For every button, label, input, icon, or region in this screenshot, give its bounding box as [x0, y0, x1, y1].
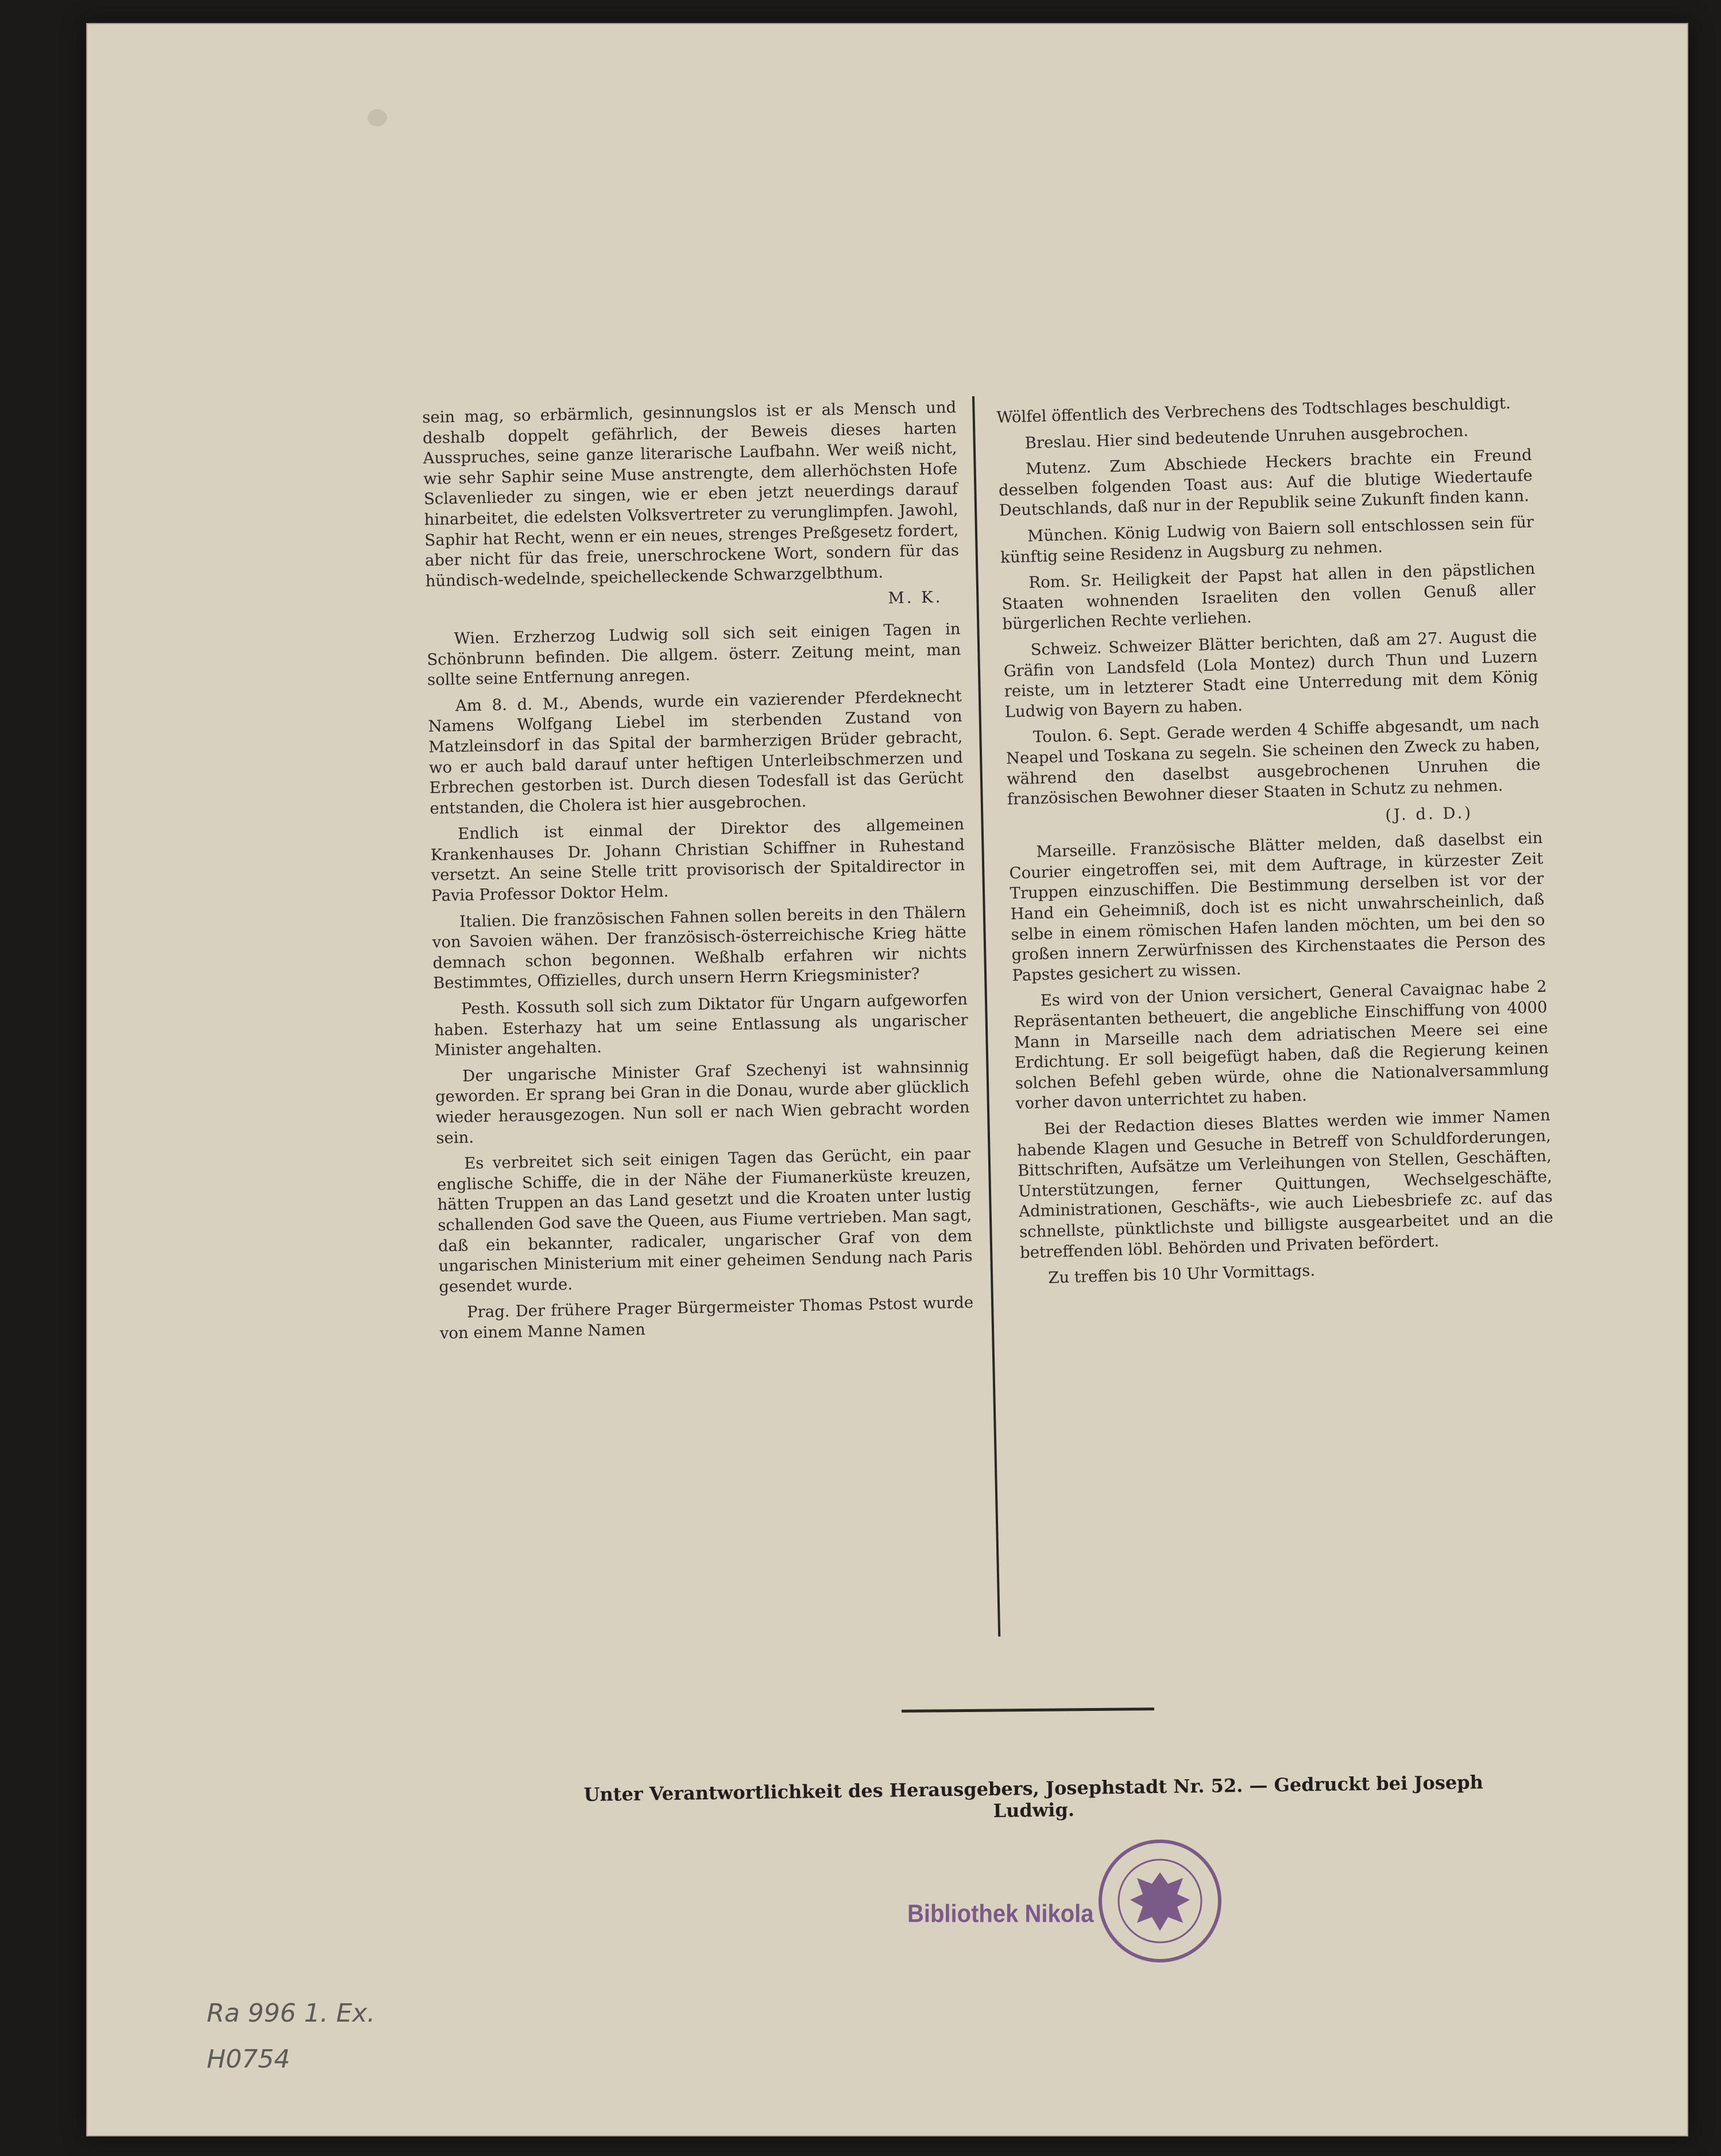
- signature: (J. d. D.): [1384, 803, 1474, 825]
- text-area: [422, 393, 1559, 1677]
- paragraph: Zu treffen bis 10 Uhr Vormittags.: [1047, 1261, 1316, 1288]
- paragraph: Es verbreitet sich seit einigen Tagen das Gerücht, ein paar englische Schiffe, die in der Nähe der Fiumanerküste kreuzen, hätten Truppen an das Land gesetzt und die Kroaten unter lustig schallenden God save the Queen, aus Fiume vertrieben. Man sagt, daß ein bekannter, radicaler, ungarischer Graf von dem ungarischen Ministerium mit einer geheimen Sendung nach Paris gesendet wurde.: [436, 1145, 973, 1296]
- paper-stain: [368, 109, 387, 126]
- right-column: [996, 393, 1555, 1295]
- handwritten-number: H0754: [207, 2045, 291, 2074]
- paragraph: Marseille. Französische Blätter melden, daß daselbst ein Courier eingetroffen sei, mit dem Auftrage, in kürzester Zeit Truppen einzuschiffen. Die Bestimmung derselben ist vor der Hand ein Geheimniß, doch ist es nicht unwahrscheinlich, daß selbe in einem römischen Hafen landen möchten, um bei den so großen innern Zerwürfnissen des Kirchenstaates die Person des Papstes gesichert zu wissen.: [1009, 829, 1546, 985]
- library-stamp-text: Bibliothek Nikola: [907, 1899, 1094, 1928]
- paragraph: Rom. Sr. Heiligkeit der Papst hat allen in den päpstlichen Staaten wohnenden Israeliten den vollen Genuß aller bürgerlichen Rechte verliehen.: [1001, 559, 1536, 634]
- paragraph: Der ungarische Minister Graf Szechenyi ist wahnsinnig geworden. Er sprang bei Gran in die Donau, wurde aber glücklich wieder herausgezogen. Nun soll er nach Wien gebracht worden sein.: [435, 1057, 970, 1147]
- paragraph: Breslau. Hier sind bedeutende Unruhen ausgebrochen.: [1024, 421, 1469, 453]
- paragraph: Bei der Redaction dieses Blattes werden wie immer Namen habende Klagen und Gesuche in Betreff von Schuldforderungen, Bittschriften, Aufsätze um Verleihungen von Stellen, Geschäften, Unterstützungen, ferner Quittungen, Wechselgeschäfte, Administrationen, Geschäfts-, wie auch Liebesbriefe zc. auf das schnellste, pünktlichste und billigste ausgearbeitet und an die betreffenden löbl. Behörden und Privaten befördert.: [1016, 1106, 1554, 1262]
- imprint-line: Unter Verantwortlichkeit des Herausgebers, Josephstadt Nr. 52. — Gedruckt bei Joseph Ludwig.: [583, 1771, 1484, 1822]
- paragraph: München. König Ludwig von Baiern soll entschlossen sein für künftig seine Residenz in Augsburg zu nehmen.: [1000, 512, 1534, 567]
- library-seal-icon: [1097, 1838, 1223, 1964]
- paragraph: Am 8. d. M., Abends, wurde ein vazierender Pferdeknecht Namens Wolfgang Liebel im sterbenden Zustand von Matzleinsdorf in das Spital der barmherzigen Brüder gebracht, wo er auch bald darauf unter heftigen Unterleibschmerzen und Erbrechen gestorben ist. Durch diesen Todesfall ist das Gerücht entstanden, die Cholera ist hier ausgebrochen.: [428, 686, 964, 818]
- signature: M. K.: [888, 588, 943, 608]
- newspaper-page: [86, 23, 1688, 2136]
- paragraph: Es wird von der Union versichert, General Cavaignac habe 2 Repräsentanten betheuert, die angebliche Einschiffung von 4000 Mann in Marseille nach dem adriatischen Meere sei eine Erdichtung. Er soll beigefügt haben, daß die Regierung keinen solchen Befehl geben würde, ohne die Nationalversammlung vorher davon unterrichtet zu haben.: [1013, 977, 1549, 1113]
- paragraph: Toulon. 6. Sept. Gerade werden 4 Schiffe abgesandt, um nach Neapel und Toskana zu segeln. Sie scheinen den Zweck zu haben, während den daselbst ausgebrochenen Unruhen die französischen Bewohner dieser Staaten in Schutz zu nehmen.: [1005, 714, 1541, 809]
- separator-rule: [902, 1707, 1154, 1713]
- paragraph: Wien. Erzherzog Ludwig soll sich seit einigen Tagen in Schönbrunn befinden. Die allgem. österr. Zeitung meint, man sollte seine Entfernung anregen.: [427, 620, 961, 690]
- paragraph: Pesth. Kossuth soll sich zum Diktator für Ungarn aufgeworfen haben. Esterhazy hat um seine Entlassung als ungarischer Minister angehalten.: [434, 990, 968, 1060]
- paragraph: Prag. Der frühere Prager Bürgermeister Thomas Pstost wurde von einem Manne Namen: [439, 1293, 974, 1343]
- paragraph: Mutenz. Zum Abschiede Heckers brachte ein Freund desselben folgenden Toast aus: Auf die blutige Wiedertaufe Deutschlands, daß nur in der Republik seine Zukunft finden kann.: [998, 446, 1533, 520]
- paragraph: Wölfel öffentlich des Verbrechens des Todtschlages beschuldigt.: [996, 393, 1511, 427]
- paragraph: Schweiz. Schweizer Blätter berichten, daß am 27. August die Gräfin von Landsfeld (Lola Montez) durch Thun und Luzern reiste, um in letzterer Stadt eine Unterredung mit dem König Ludwig von Bayern zu haben.: [1003, 626, 1538, 721]
- paragraph: Endlich ist einmal der Direktor des allgemeinen Krankenhauses Dr. Johann Christian Schiffner in Ruhestand versetzt. An seine Stelle tritt provisorisch der Spitaldirector in Pavia Professor Doktor Helm.: [430, 815, 965, 905]
- handwritten-shelfmark: Ra 996 1. Ex.: [207, 1999, 376, 2028]
- left-column: [422, 397, 974, 1350]
- column-rule: [972, 396, 1000, 1637]
- paragraph: Italien. Die französischen Fahnen sollen bereits in den Thälern von Savoien wähen. Der französisch-österreichische Krieg hätte demnach schon begonnen. Weßhalb erfahren wir nichts Bestimmtes, Offizielles, durch unsern Herrn Kriegsminister?: [432, 902, 967, 993]
- paragraph: sein mag, so erbärmlich, gesinnungslos ist er als Mensch und deshalb doppelt gefährlich, der Beweis dieses harten Ausspruches, seine ganze literarische Laufbahn. Wer weiß nicht, wie sehr Saphir seine Muse anstrengte, dem allerhöchsten Hofe Sclavenlieder zu singen, wie er eben jetzt neuerdings darauf hinarbeitet, die edelsten Volksvertreter zu verunglimpfen. Jawohl, Saphir hat Recht, wenn er ein neues, strenges Preßgesetz fordert, aber nicht für das freie, unerschrockene Wort, sondern für das hündisch-wedelnde, speichelleckende Schwarzgelbthum.: [422, 398, 960, 590]
